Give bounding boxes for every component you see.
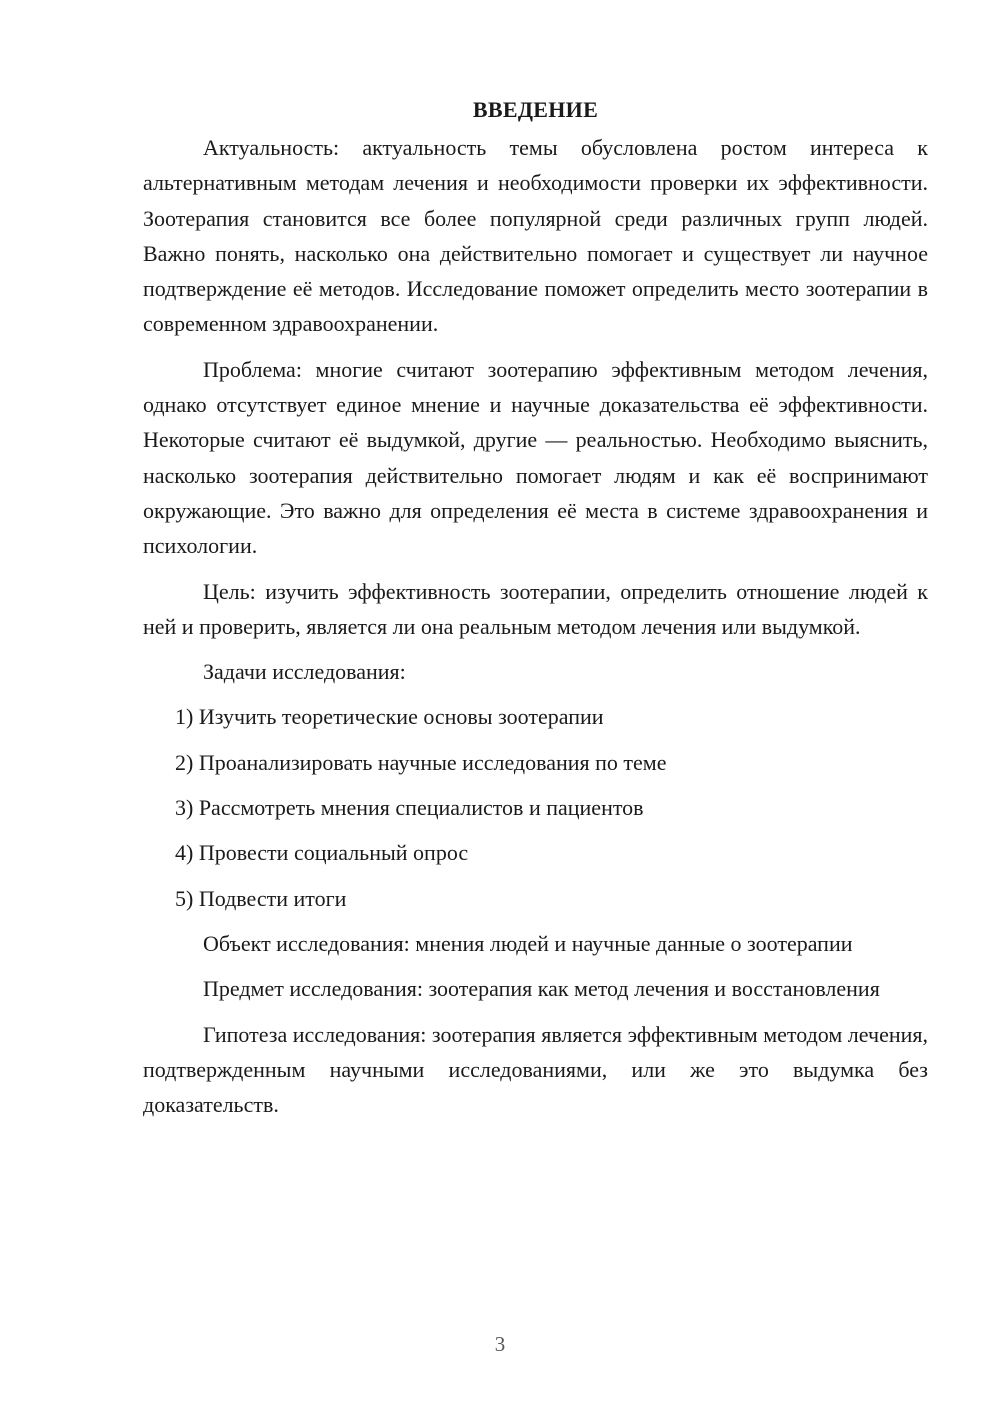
list-item: 5) Подвести итоги — [175, 885, 347, 911]
list-item: 2) Проанализировать научные исследования по теме — [175, 749, 667, 775]
tasks-list — [143, 699, 928, 915]
list-item: 1) Изучить теоретические основы зоотерапии — [175, 704, 604, 730]
object-paragraph: Объект исследования: мнения людей и научные данные о зоотерапии — [203, 930, 853, 956]
page-number: 3 — [494, 1332, 506, 1356]
document-page — [143, 90, 928, 1132]
problem-paragraph: Проблема: многие считают зоотерапию эффективным методом лечения, однако отсутствует единое мнение и научные доказательства её эффективности. Некоторые считают её выдумкой, другие — реальностью. Необходимо выяснить, насколько зоотерапия действительно помогает людям и как её воспринимают окружающие. Это важно для определения её места в системе здравоохранения и психологии. — [143, 356, 928, 559]
goal-paragraph: Цель: изучить эффективность зоотерапии, определить отношение людей к ней и проверить, является ли она реальным методом лечения или выдумкой. — [143, 578, 928, 639]
hypothesis-paragraph: Гипотеза исследования: зоотерапия является эффективным методом лечения, подтвержденным научными исследованиями, или же это выдумка без доказательств. — [143, 1021, 928, 1118]
tasks-heading: Задачи исследования: — [203, 659, 406, 685]
list-item: 4) Провести социальный опрос — [175, 840, 469, 866]
page-title: ВВЕДЕНИЕ — [472, 97, 599, 122]
relevance-paragraph: Актуальность: актуальность темы обусловлена ростом интереса к альтернативным методам лечения и необходимости проверки их эффективности. Зоотерапия становится все более популярной среди различных групп людей. Важно понять, насколько она действительно помогает и существует ли научное подтверждение её методов. Исследование поможет определить место зоотерапии в современном здравоохранении. — [143, 135, 928, 337]
list-item: 3) Рассмотреть мнения специалистов и пациентов — [175, 795, 644, 821]
subject-paragraph: Предмет исследования: зоотерапия как метод лечения и восстановления — [203, 976, 880, 1002]
